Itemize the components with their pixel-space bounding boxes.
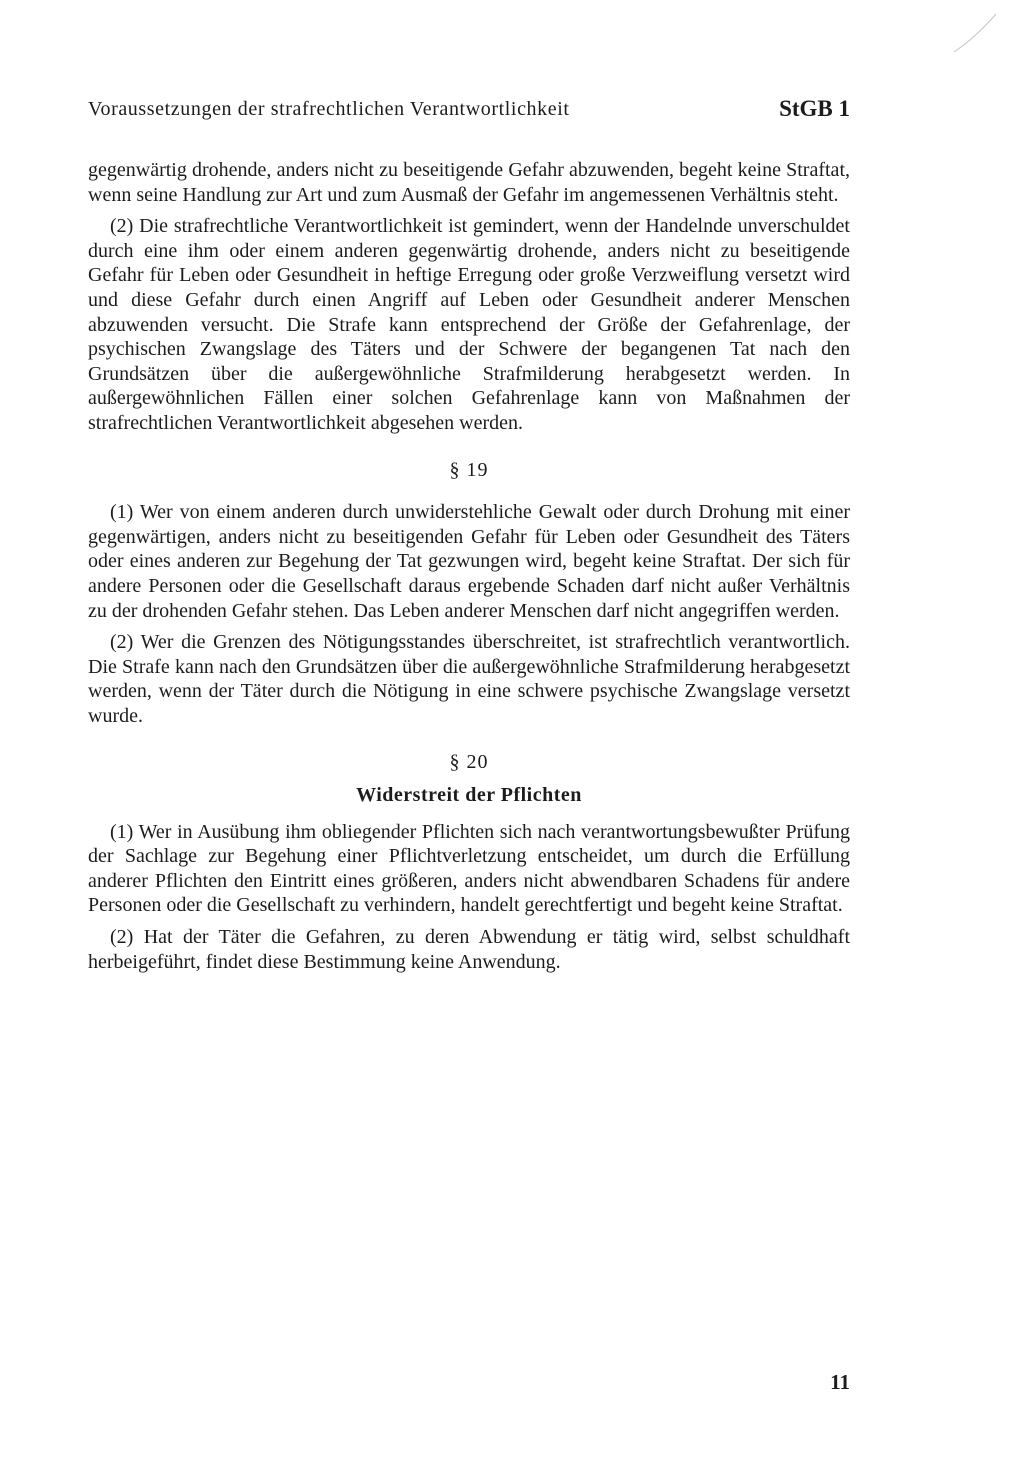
section-20 <box>88 750 850 974</box>
section-19-paragraph-2: (2) Wer die Grenzen des Nötigungsstandes überschreitet, ist strafrechtlich verantwortlich. Die Strafe kann nach den Grundsätzen über die außergewöhnliche Strafmilderung herabgesetzt werden, wenn der Täter durch die Nötigung in eine schwere psychische Zwangslage versetzt wurde. <box>88 631 850 727</box>
running-header-code: StGB 1 <box>779 96 850 121</box>
paragraph-18-2: (2) Die strafrechtliche Verantwortlichkeit ist gemindert, wenn der Handelnde unverschuldet durch eine ihm oder einem anderen gegenwärtig drohende, anders nicht zu beseitigende Gefahr für Leben oder Gesundheit in heftige Erregung oder große Verzweiflung versetzt wird und diese Gefahr durch einen Angriff auf Leben oder Gesundheit anderer Menschen abzuwenden versucht. Die Strafe kann entsprechend der Größe der Gefahrenlage, der psychischen Zwangslage des Täters und der Schwere der begangenen Tat nach den Grundsätzen über die außergewöhnliche Strafmilderung herabgesetzt werden. In außergewöhnlichen Fällen einer solchen Gefahrenlage kann von Maßnahmen der strafrechtlichen Verantwortlichkeit abgesehen werden. <box>88 215 850 434</box>
section-number: § 19 <box>449 458 489 481</box>
section-19 <box>88 458 850 729</box>
section-19-paragraph-1: (1) Wer von einem anderen durch unwiderstehliche Gewalt oder durch Drohung mit einer gegenwärtigen, anders nicht zu beseitigenden Gefahr für Leben oder Gesundheit des Täters oder eines anderen zur Begehung der Tat gezwungen wird, begeht keine Straftat. Der sich für andere Personen oder die Gesellschaft daraus ergebende Schaden darf nicht außer Verhältnis zu der drohenden Gefahr stehen. Das Leben anderer Menschen darf nicht angegriffen werden. <box>88 501 850 622</box>
running-header <box>88 94 850 124</box>
body-text <box>88 158 850 981</box>
section-20-paragraph-2: (2) Hat der Täter die Gefahren, zu deren Abwendung er tätig wird, selbst schuldhaft herbeigeführt, findet diese Bestimmung keine Anwendung. <box>88 926 850 973</box>
section-title: Widerstreit der Pflichten <box>356 784 582 807</box>
section-20-paragraph-1: (1) Wer in Ausübung ihm obliegender Pflichten sich nach verantwortungsbewußter Prüfung der Sachlage zur Begehung einer Pflichtverletzung entscheidet, um durch die Erfüllung anderer Pflichten den Eintritt eines größeren, anders nicht abwendbaren Schadens für andere Personen oder die Gesellschaft zu verhindern, handelt gerechtfertigt und begeht keine Straftat. <box>88 820 850 917</box>
page-number: 11 <box>830 1370 850 1394</box>
section-number: § 20 <box>449 751 489 774</box>
pencil-mark <box>944 8 1004 58</box>
paragraph-18-continuation: gegenwärtig drohende, anders nicht zu beseitigende Gefahr abzuwenden, begeht keine Straftat, wenn seine Handlung zur Art und zum Ausmaß der Gefahr im angemessenen Verhältnis steht. <box>88 159 850 206</box>
running-header-title: Voraussetzungen der strafrechtlichen Verantwortlichkeit <box>88 98 570 120</box>
